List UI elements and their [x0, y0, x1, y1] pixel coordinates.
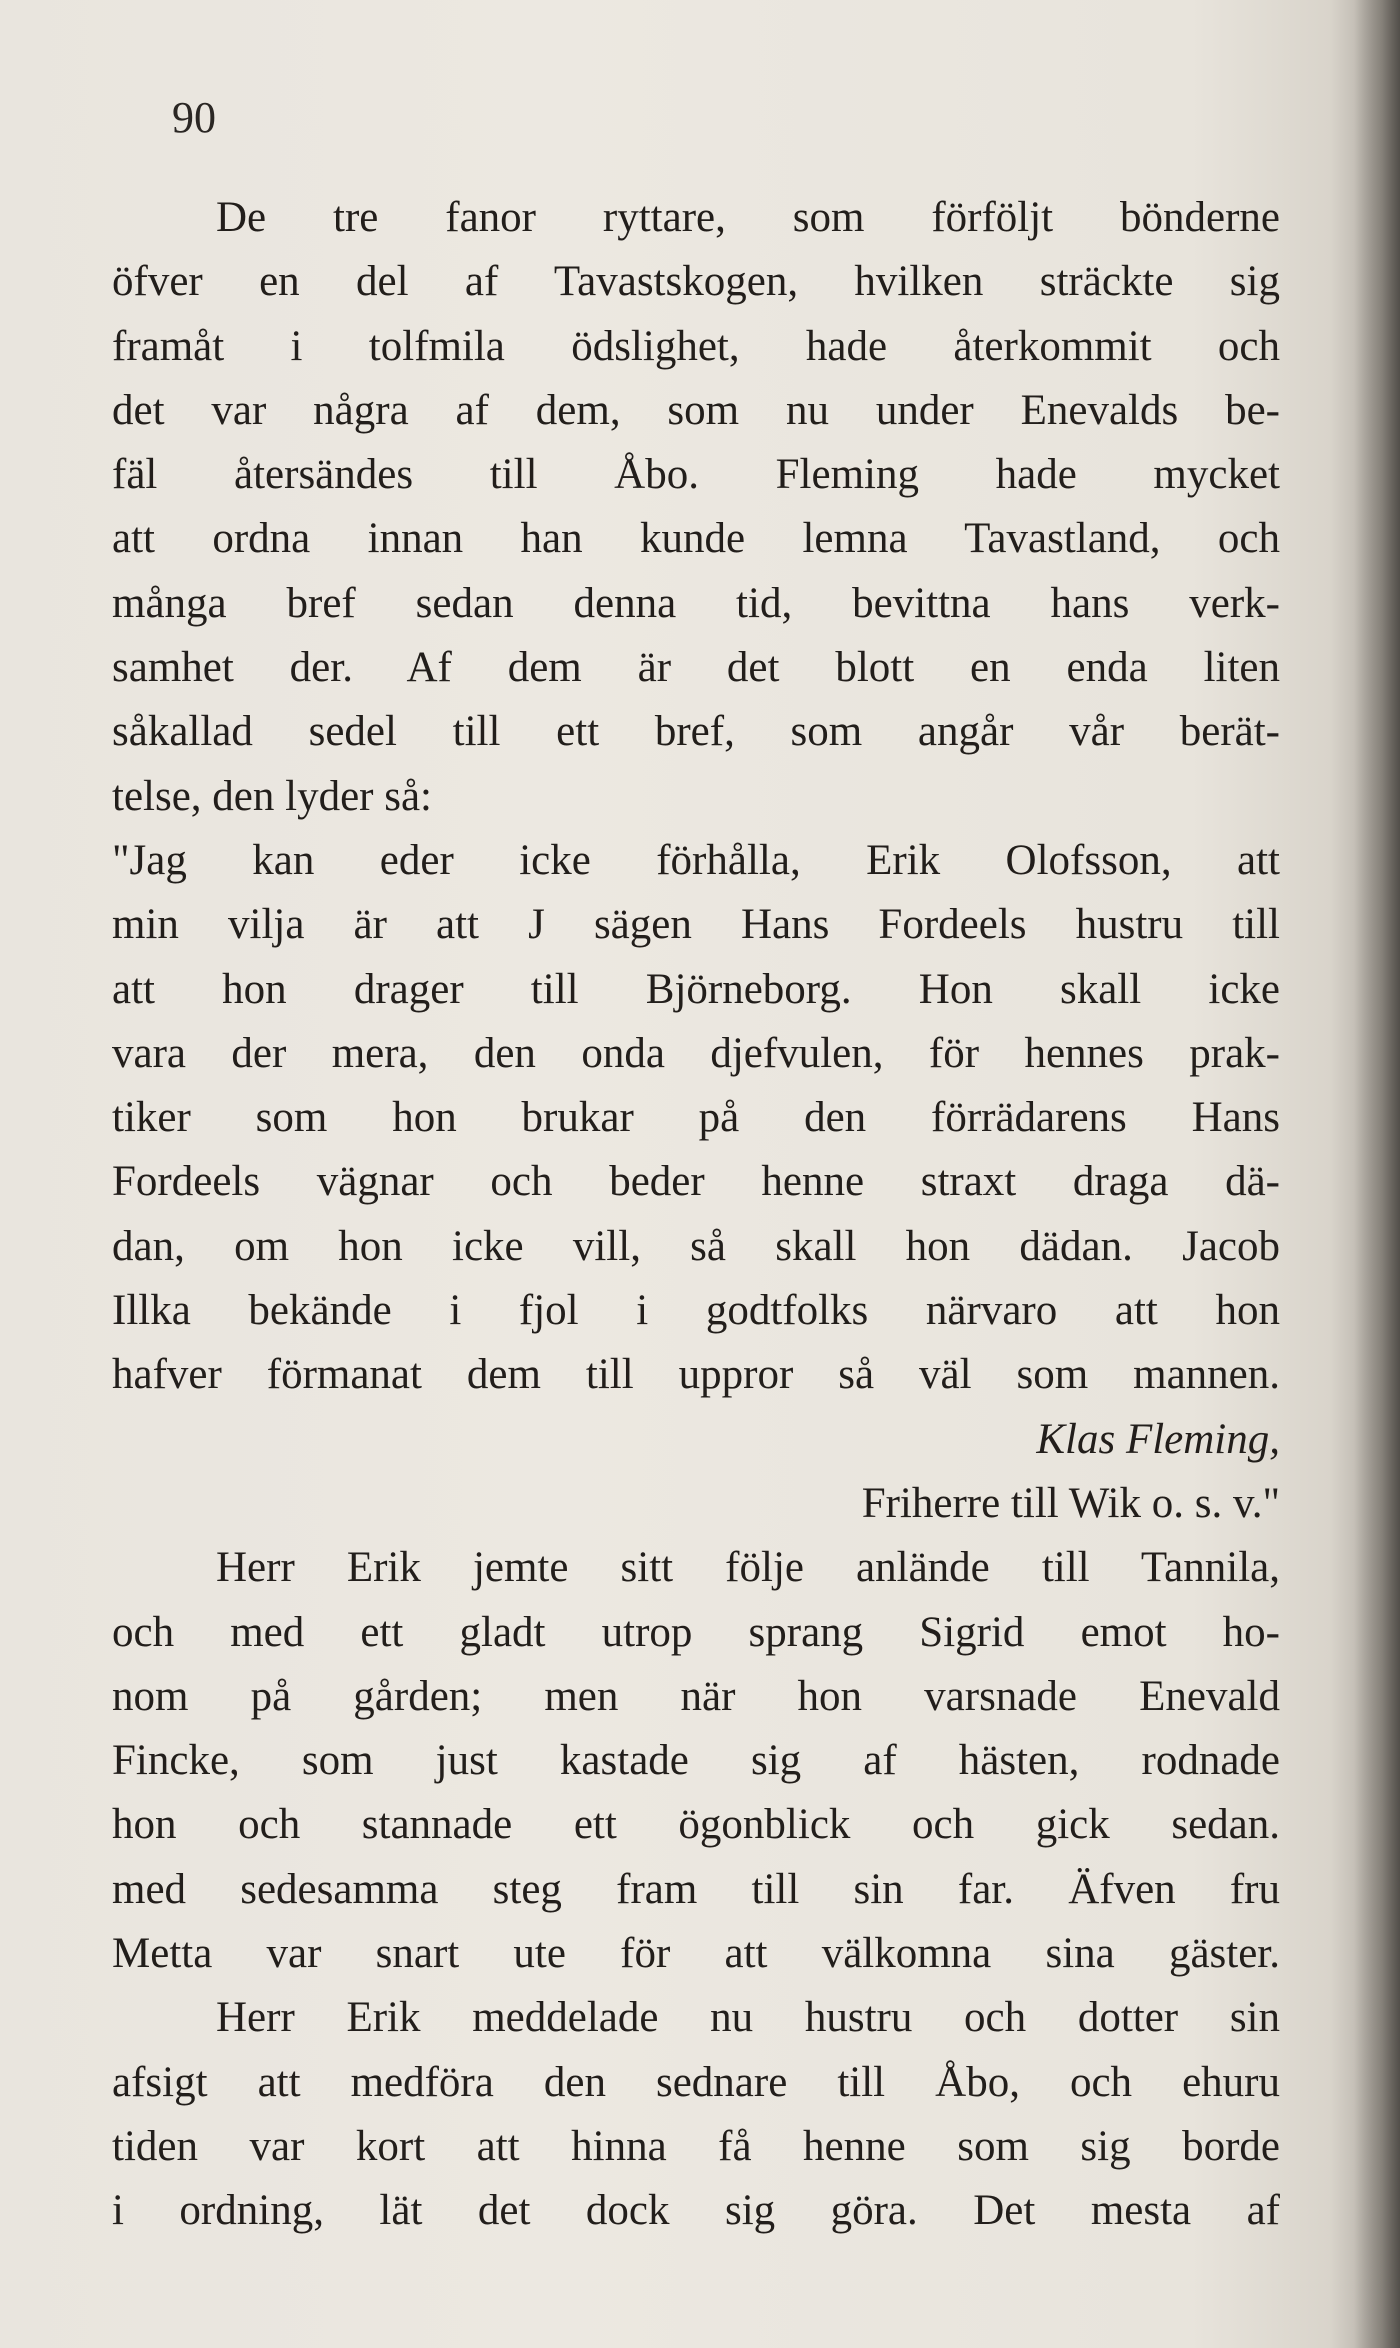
text-line: tiker som hon brukar på den förrädarens Hans: [112, 1094, 1280, 1142]
text-line: "Jag kan eder icke förhålla, Erik Olofsson, att: [112, 836, 1280, 884]
text-line: fäl återsändes till Åbo. Fleming hade mycket: [112, 451, 1280, 499]
text-line: det var några af dem, som nu under Enevalds be-: [112, 386, 1280, 434]
text-line: Herr Erik jemte sitt följe anlände till Tannila,: [216, 1544, 1280, 1592]
text-line: samhet der. Af dem är det blott en enda liten: [112, 644, 1280, 692]
text-line: Metta var snart ute för att välkomna sina gäster.: [112, 1930, 1280, 1978]
text-line: nom på gården; men när hon varsnade Enevald: [112, 1672, 1280, 1720]
signature-title: Friherre till Wik o. s. v.": [861, 1479, 1280, 1527]
text-line: vara der mera, den onda djefvulen, för hennes prak-: [112, 1029, 1280, 1077]
text-line: dan, om hon icke vill, så skall hon dädan. Jacob: [112, 1222, 1280, 1270]
text-line: Illka bekände i fjol i godtfolks närvaro att hon: [112, 1287, 1280, 1335]
text-line: öfver en del af Tavastskogen, hvilken sträckte sig: [112, 258, 1280, 306]
book-spine-shadow: [1354, 0, 1400, 2348]
text-line: Fincke, som just kastade sig af hästen, rodnade: [112, 1737, 1280, 1785]
text-line: De tre fanor ryttare, som förföljt bönderne: [216, 194, 1280, 241]
text-line: tiden var kort att hinna få henne som sig borde: [112, 2122, 1280, 2170]
text-line: telse, den lyder så:: [112, 772, 433, 820]
text-line: min vilja är att J sägen Hans Fordeels hustru till: [112, 901, 1280, 949]
text-line: afsigt att medföra den sednare till Åbo, och ehuru: [112, 2058, 1280, 2106]
text-line: såkallad sedel till ett bref, som angår vår berät-: [112, 708, 1280, 756]
page-number: 90: [172, 93, 216, 142]
text-line: i ordning, lät det dock sig göra. Det mesta af: [112, 2187, 1280, 2235]
text-line: framåt i tolfmila ödslighet, hade återkommit och: [112, 322, 1280, 370]
text-line: att ordna innan han kunde lemna Tavastland, och: [112, 515, 1280, 563]
text-line: och med ett gladt utrop sprang Sigrid emot ho-: [112, 1608, 1280, 1656]
text-line: med sedesamma steg fram till sin far. Äfven fru: [112, 1865, 1280, 1913]
text-line: Herr Erik meddelade nu hustru och dotter sin: [216, 1994, 1280, 2042]
text-line: hafver förmanat dem till uppror så väl som mannen.: [112, 1351, 1280, 1399]
body-text: [112, 186, 1280, 2244]
text-line: många bref sedan denna tid, bevittna hans verk-: [112, 579, 1280, 627]
signature-name: Klas Fleming,: [1036, 1415, 1280, 1463]
text-line: hon och stannade ett ögonblick och gick sedan.: [112, 1801, 1280, 1849]
text-line: Fordeels vägnar och beder henne straxt draga dä-: [112, 1158, 1280, 1206]
text-line: att hon drager till Björneborg. Hon skall icke: [112, 965, 1280, 1013]
